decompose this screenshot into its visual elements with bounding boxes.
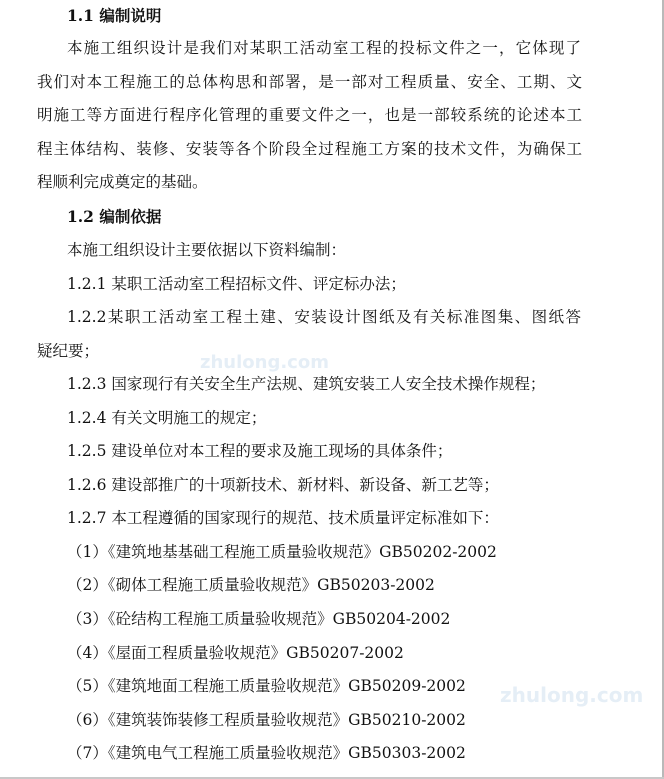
standard-item: （5）《建筑地面工程施工质量验收规范》GB50209-2002 <box>67 677 466 695</box>
paragraph-line: 本施工组织设计是我们对某职工活动室工程的投标文件之一，它体现了 <box>67 39 581 57</box>
basis-item: 1.2.5 建设单位对本工程的要求及施工现场的具体条件； <box>67 442 453 460</box>
basis-item: 1.2.6 建设部推广的十项新技术、新材料、新设备、新工艺等； <box>67 476 499 494</box>
standard-item: （6）《建筑装饰装修工程质量验收规范》GB50210-2002 <box>67 711 466 729</box>
watermark: zhulong.com <box>200 352 329 373</box>
basis-item: 1.2.3 国家现行有关安全生产法规、建筑安装工人安全技术操作规程； <box>67 375 546 393</box>
basis-item: 1.2.1 某职工活动室工程招标文件、评定标办法； <box>67 275 406 293</box>
paragraph-line: 程主体结构、装修、安装等各个阶段全过程施工方案的技术文件，为确保工 <box>37 140 582 158</box>
basis-item: 1.2.2某职工活动室工程土建、安装设计图纸及有关标准图集、图纸答 <box>67 308 581 326</box>
standard-item: （3）《砼结构工程施工质量验收规范》GB50204-2002 <box>67 610 451 628</box>
standard-item: （7）《建筑电气工程施工质量验收规范》GB50303-2002 <box>67 744 466 762</box>
paragraph-line: 我们对本工程施工的总体构思和部署，是一部对工程质量、安全、工期、文 <box>37 73 582 91</box>
standard-item: （2）《砌体工程施工质量验收规范》GB50203-2002 <box>67 576 435 594</box>
standard-item: （1）《建筑地基基础工程施工质量验收规范》GB50202-2002 <box>67 543 497 561</box>
section-heading: 1.2 编制依据 <box>67 207 162 226</box>
intro-text: 本施工组织设计主要依据以下资料编制： <box>67 241 347 259</box>
standard-item: （4）《屋面工程质量验收规范》GB50207-2002 <box>67 644 404 662</box>
basis-item: 疑纪要； <box>37 342 100 360</box>
basis-item: 1.2.4 有关文明施工的规定； <box>67 409 267 427</box>
section-heading: 1.1 编制说明 <box>67 6 162 25</box>
watermark: zhulong.com <box>500 683 644 707</box>
paragraph-line: 程顺利完成奠定的基础。 <box>37 173 208 191</box>
paragraph-line: 明施工等方面进行程序化管理的重要文件之一，也是一部较系统的论述本工 <box>37 106 582 124</box>
basis-item: 1.2.7 本工程遵循的国家现行的规范、技术质量评定标准如下： <box>67 509 499 527</box>
